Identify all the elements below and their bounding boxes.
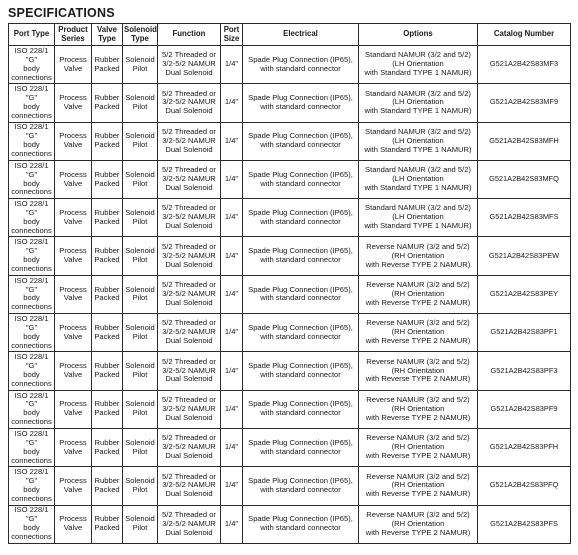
- cell-solenoid-type: Solenoid Pilot: [123, 352, 158, 390]
- cell-port-size: 1/4": [221, 199, 243, 237]
- cell-function: 5/2 Threaded or 3/2-5/2 NAMUR Dual Solenoid: [158, 275, 221, 313]
- cell-catalog-number: G521A2B42S83PEW: [478, 237, 571, 275]
- cell-options: Reverse NAMUR (3/2 and 5/2) (RH Orientation with Reverse TYPE 2 NAMUR): [359, 505, 478, 543]
- header-function: Function: [158, 24, 221, 46]
- cell-function: 5/2 Threaded or 3/2-5/2 NAMUR Dual Solenoid: [158, 160, 221, 198]
- cell-electrical: Spade Plug Connection (IP65), with standard connector: [243, 505, 359, 543]
- cell-port-type: ISO 228/1 "G" body connections: [9, 352, 55, 390]
- table-row: [9, 390, 571, 428]
- cell-port-size: 1/4": [221, 122, 243, 160]
- cell-solenoid-type: Solenoid Pilot: [123, 505, 158, 543]
- cell-solenoid-type: Solenoid Pilot: [123, 84, 158, 122]
- cell-product-series: Process Valve: [55, 275, 92, 313]
- cell-port-size: 1/4": [221, 46, 243, 84]
- cell-catalog-number: G521A2B42S83MFS: [478, 199, 571, 237]
- cell-port-size: 1/4": [221, 505, 243, 543]
- cell-port-type: ISO 228/1 "G" body connections: [9, 275, 55, 313]
- cell-valve-type: Rubber Packed: [92, 467, 123, 505]
- table-row: [9, 237, 571, 275]
- cell-port-size: 1/4": [221, 428, 243, 466]
- cell-port-size: 1/4": [221, 352, 243, 390]
- cell-port-type: ISO 228/1 "G" body connections: [9, 314, 55, 352]
- cell-port-size: 1/4": [221, 314, 243, 352]
- cell-valve-type: Rubber Packed: [92, 46, 123, 84]
- table-row: [9, 314, 571, 352]
- cell-options: Reverse NAMUR (3/2 and 5/2) (RH Orientation with Reverse TYPE 2 NAMUR): [359, 314, 478, 352]
- table-row: [9, 46, 571, 84]
- cell-product-series: Process Valve: [55, 237, 92, 275]
- cell-valve-type: Rubber Packed: [92, 199, 123, 237]
- cell-port-type: ISO 228/1 "G" body connections: [9, 428, 55, 466]
- cell-catalog-number: G521A2B42S83MFQ: [478, 160, 571, 198]
- cell-options: Reverse NAMUR (3/2 and 5/2) (RH Orientation with Reverse TYPE 2 NAMUR): [359, 390, 478, 428]
- cell-port-type: ISO 228/1 "G" body connections: [9, 199, 55, 237]
- cell-options: Standard NAMUR (3/2 and 5/2) (LH Orientation with Standard TYPE 1 NAMUR): [359, 46, 478, 84]
- cell-catalog-number: G521A2B42S83PFH: [478, 428, 571, 466]
- cell-function: 5/2 Threaded or 3/2-5/2 NAMUR Dual Solenoid: [158, 122, 221, 160]
- cell-port-size: 1/4": [221, 84, 243, 122]
- table-row: [9, 84, 571, 122]
- cell-valve-type: Rubber Packed: [92, 84, 123, 122]
- cell-function: 5/2 Threaded or 3/2-5/2 NAMUR Dual Solenoid: [158, 314, 221, 352]
- cell-options: Standard NAMUR (3/2 and 5/2) (LH Orientation with Standard TYPE 1 NAMUR): [359, 160, 478, 198]
- cell-catalog-number: G521A2B42S83MF9: [478, 84, 571, 122]
- cell-solenoid-type: Solenoid Pilot: [123, 314, 158, 352]
- cell-options: Reverse NAMUR (3/2 and 5/2) (RH Orientation with Reverse TYPE 2 NAMUR): [359, 275, 478, 313]
- cell-electrical: Spade Plug Connection (IP65), with standard connector: [243, 352, 359, 390]
- header-product-series: Product Series: [55, 24, 92, 46]
- header-catalog-number: Catalog Number: [478, 24, 571, 46]
- header-solenoid-type: Solenoid Type: [123, 24, 158, 46]
- cell-product-series: Process Valve: [55, 314, 92, 352]
- cell-solenoid-type: Solenoid Pilot: [123, 46, 158, 84]
- table-row: [9, 467, 571, 505]
- cell-port-type: ISO 228/1 "G" body connections: [9, 46, 55, 84]
- cell-options: Standard NAMUR (3/2 and 5/2) (LH Orientation with Standard TYPE 1 NAMUR): [359, 122, 478, 160]
- cell-options: Reverse NAMUR (3/2 and 5/2) (RH Orientation with Reverse TYPE 2 NAMUR): [359, 352, 478, 390]
- cell-options: Reverse NAMUR (3/2 and 5/2) (RH Orientation with Reverse TYPE 2 NAMUR): [359, 428, 478, 466]
- cell-catalog-number: G521A2B42S83PF9: [478, 390, 571, 428]
- cell-function: 5/2 Threaded or 3/2-5/2 NAMUR Dual Solenoid: [158, 505, 221, 543]
- cell-valve-type: Rubber Packed: [92, 160, 123, 198]
- table-row: [9, 199, 571, 237]
- table-row: [9, 160, 571, 198]
- cell-catalog-number: G521A2B42S83MF3: [478, 46, 571, 84]
- cell-product-series: Process Valve: [55, 505, 92, 543]
- table-row: [9, 428, 571, 466]
- cell-electrical: Spade Plug Connection (IP65), with standard connector: [243, 84, 359, 122]
- cell-port-type: ISO 228/1 "G" body connections: [9, 122, 55, 160]
- cell-port-type: ISO 228/1 "G" body connections: [9, 84, 55, 122]
- cell-electrical: Spade Plug Connection (IP65), with standard connector: [243, 275, 359, 313]
- cell-product-series: Process Valve: [55, 46, 92, 84]
- cell-function: 5/2 Threaded or 3/2-5/2 NAMUR Dual Solenoid: [158, 84, 221, 122]
- cell-electrical: Spade Plug Connection (IP65), with standard connector: [243, 314, 359, 352]
- cell-product-series: Process Valve: [55, 352, 92, 390]
- cell-catalog-number: G521A2B42S83PFQ: [478, 467, 571, 505]
- cell-catalog-number: G521A2B42S83PFS: [478, 505, 571, 543]
- cell-electrical: Spade Plug Connection (IP65), with standard connector: [243, 46, 359, 84]
- header-port-type: Port Type: [9, 24, 55, 46]
- table-row: [9, 505, 571, 543]
- table-header-row: [9, 24, 571, 46]
- specifications-table: [8, 23, 571, 544]
- header-valve-type: Valve Type: [92, 24, 123, 46]
- cell-electrical: Spade Plug Connection (IP65), with standard connector: [243, 199, 359, 237]
- header-port-size: Port Size: [221, 24, 243, 46]
- cell-options: Standard NAMUR (3/2 and 5/2) (LH Orientation with Standard TYPE 1 NAMUR): [359, 84, 478, 122]
- cell-port-size: 1/4": [221, 467, 243, 505]
- cell-solenoid-type: Solenoid Pilot: [123, 390, 158, 428]
- cell-port-size: 1/4": [221, 237, 243, 275]
- cell-valve-type: Rubber Packed: [92, 428, 123, 466]
- cell-catalog-number: G521A2B42S83MFH: [478, 122, 571, 160]
- cell-solenoid-type: Solenoid Pilot: [123, 237, 158, 275]
- cell-electrical: Spade Plug Connection (IP65), with standard connector: [243, 428, 359, 466]
- cell-product-series: Process Valve: [55, 84, 92, 122]
- cell-electrical: Spade Plug Connection (IP65), with standard connector: [243, 160, 359, 198]
- cell-solenoid-type: Solenoid Pilot: [123, 199, 158, 237]
- cell-valve-type: Rubber Packed: [92, 237, 123, 275]
- cell-function: 5/2 Threaded or 3/2-5/2 NAMUR Dual Solenoid: [158, 390, 221, 428]
- cell-product-series: Process Valve: [55, 390, 92, 428]
- cell-electrical: Spade Plug Connection (IP65), with standard connector: [243, 467, 359, 505]
- cell-port-type: ISO 228/1 "G" body connections: [9, 505, 55, 543]
- cell-catalog-number: G521A2B42S83PF1: [478, 314, 571, 352]
- cell-solenoid-type: Solenoid Pilot: [123, 428, 158, 466]
- cell-product-series: Process Valve: [55, 428, 92, 466]
- cell-valve-type: Rubber Packed: [92, 352, 123, 390]
- cell-port-type: ISO 228/1 "G" body connections: [9, 160, 55, 198]
- cell-port-type: ISO 228/1 "G" body connections: [9, 467, 55, 505]
- cell-valve-type: Rubber Packed: [92, 505, 123, 543]
- header-options: Options: [359, 24, 478, 46]
- cell-electrical: Spade Plug Connection (IP65), with standard connector: [243, 122, 359, 160]
- cell-port-size: 1/4": [221, 275, 243, 313]
- cell-catalog-number: G521A2B42S83PEY: [478, 275, 571, 313]
- cell-function: 5/2 Threaded or 3/2-5/2 NAMUR Dual Solenoid: [158, 199, 221, 237]
- cell-function: 5/2 Threaded or 3/2-5/2 NAMUR Dual Solenoid: [158, 46, 221, 84]
- cell-valve-type: Rubber Packed: [92, 275, 123, 313]
- cell-solenoid-type: Solenoid Pilot: [123, 467, 158, 505]
- cell-product-series: Process Valve: [55, 122, 92, 160]
- header-electrical: Electrical: [243, 24, 359, 46]
- cell-options: Standard NAMUR (3/2 and 5/2) (LH Orientation with Standard TYPE 1 NAMUR): [359, 199, 478, 237]
- table-row: [9, 122, 571, 160]
- cell-function: 5/2 Threaded or 3/2-5/2 NAMUR Dual Solenoid: [158, 237, 221, 275]
- table-body: [9, 46, 571, 544]
- cell-function: 5/2 Threaded or 3/2-5/2 NAMUR Dual Solenoid: [158, 352, 221, 390]
- cell-product-series: Process Valve: [55, 467, 92, 505]
- cell-options: Reverse NAMUR (3/2 and 5/2) (RH Orientation with Reverse TYPE 2 NAMUR): [359, 237, 478, 275]
- cell-catalog-number: G521A2B42S83PF3: [478, 352, 571, 390]
- table-row: [9, 275, 571, 313]
- cell-port-type: ISO 228/1 "G" body connections: [9, 237, 55, 275]
- cell-product-series: Process Valve: [55, 199, 92, 237]
- cell-valve-type: Rubber Packed: [92, 314, 123, 352]
- page-title: SPECIFICATIONS: [8, 6, 115, 20]
- cell-function: 5/2 Threaded or 3/2-5/2 NAMUR Dual Solenoid: [158, 428, 221, 466]
- cell-valve-type: Rubber Packed: [92, 122, 123, 160]
- cell-solenoid-type: Solenoid Pilot: [123, 122, 158, 160]
- cell-port-size: 1/4": [221, 160, 243, 198]
- cell-product-series: Process Valve: [55, 160, 92, 198]
- cell-port-type: ISO 228/1 "G" body connections: [9, 390, 55, 428]
- cell-electrical: Spade Plug Connection (IP65), with standard connector: [243, 390, 359, 428]
- cell-function: 5/2 Threaded or 3/2-5/2 NAMUR Dual Solenoid: [158, 467, 221, 505]
- cell-electrical: Spade Plug Connection (IP65), with standard connector: [243, 237, 359, 275]
- cell-solenoid-type: Solenoid Pilot: [123, 275, 158, 313]
- cell-solenoid-type: Solenoid Pilot: [123, 160, 158, 198]
- cell-valve-type: Rubber Packed: [92, 390, 123, 428]
- cell-options: Reverse NAMUR (3/2 and 5/2) (RH Orientation with Reverse TYPE 2 NAMUR): [359, 467, 478, 505]
- cell-port-size: 1/4": [221, 390, 243, 428]
- table-row: [9, 352, 571, 390]
